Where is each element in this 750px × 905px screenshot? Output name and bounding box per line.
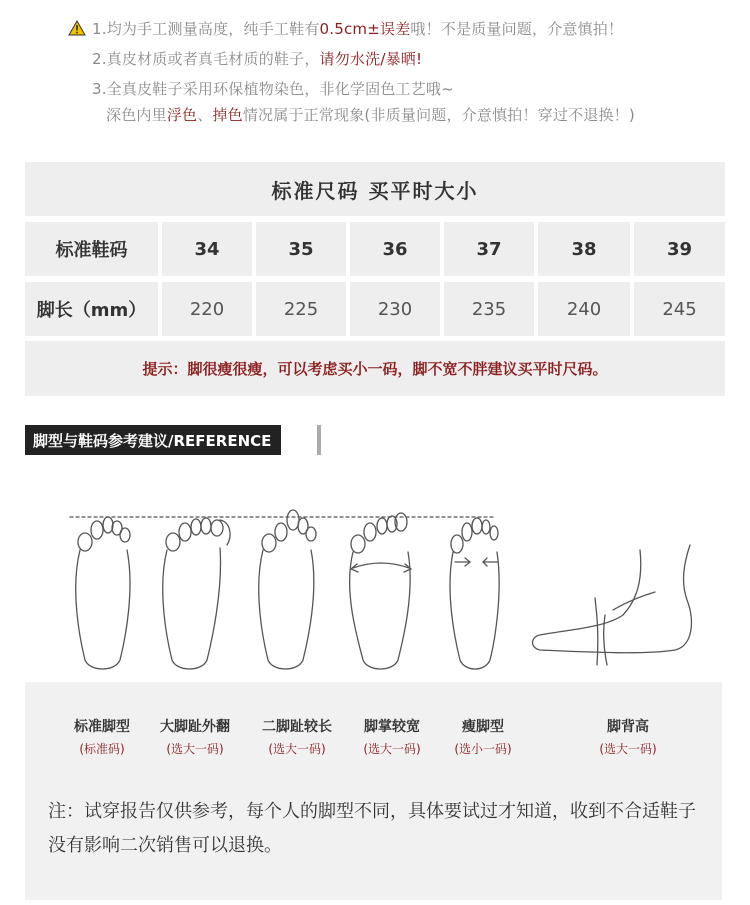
size-cell: 35 (256, 222, 346, 276)
size-cell: 39 (634, 222, 725, 276)
row-label-size: 标准鞋码 (25, 222, 158, 276)
length-cell: 240 (538, 282, 630, 336)
foot-type-illustrations (25, 500, 725, 680)
reference-label-shadow (317, 425, 321, 455)
size-cell: 34 (162, 222, 252, 276)
length-cell: 245 (634, 282, 725, 336)
note-text: 1.均为手工测量高度，纯手工鞋有 (92, 20, 320, 38)
foot-long-second-toe-icon (259, 510, 316, 669)
note-highlight: 浮色 (166, 106, 198, 124)
length-cell: 235 (444, 282, 534, 336)
foot-type-long-second-toe (247, 716, 347, 757)
note-text: 深色内里 (106, 106, 167, 124)
note-highlight: 掉色 (212, 106, 243, 124)
note-color-fade (106, 104, 635, 125)
foot-high-instep-icon (533, 545, 692, 665)
note-text: 情况属于正常现象(非质量问题，介意慎拍！穿过不退换！) (242, 106, 635, 124)
length-cell: 230 (350, 282, 440, 336)
foot-type-advice: (选大一码) (268, 742, 326, 756)
foot-type-advice: (选大一码) (599, 742, 657, 756)
foot-type-advice: (选大一码) (363, 742, 421, 756)
note-highlight: 请勿水洗/暴晒! (319, 50, 423, 68)
foot-bunion-icon (163, 518, 230, 669)
length-cell: 220 (162, 282, 252, 336)
size-cell: 38 (538, 222, 630, 276)
size-table-title: 标准尺码 买平时大小 (25, 162, 725, 216)
note-text: 2.真皮材质或者真毛材质的鞋子， (92, 50, 320, 68)
foot-type-name: 瘦脚型 (462, 719, 504, 735)
foot-type-bunion (145, 716, 245, 757)
foot-type-name: 大脚趾外翻 (160, 719, 230, 735)
note-text: 3.全真皮鞋子采用环保植物染色，非化学固色工艺哦~ (92, 80, 454, 98)
foot-type-name: 脚掌较宽 (364, 719, 420, 735)
size-cell: 37 (444, 222, 534, 276)
note-dye (92, 78, 454, 99)
note-highlight: 0.5cm±误差 (319, 20, 411, 38)
foot-wide-icon (350, 513, 411, 669)
reference-label: 脚型与鞋码参考建议/REFERENCE (25, 425, 281, 455)
note-material (92, 48, 422, 69)
foot-type-advice: (标准码) (79, 742, 125, 756)
foot-type-name: 标准脚型 (74, 719, 130, 735)
size-tip: 提示：脚很瘦很瘦，可以考虑买小一码，脚不宽不胖建议买平时尺码。 (25, 341, 725, 396)
foot-type-advice: (选小一码) (454, 742, 512, 756)
warning-icon (68, 20, 86, 36)
row-label-length: 脚长（mm） (25, 282, 158, 336)
foot-type-high-instep (578, 716, 678, 757)
foot-type-slim (433, 716, 533, 757)
foot-type-advice: (选大一码) (166, 742, 224, 756)
foot-type-name: 二脚趾较长 (262, 719, 332, 735)
foot-slim-icon (450, 518, 499, 669)
foot-type-standard (52, 716, 152, 757)
foot-standard-icon (76, 517, 130, 669)
size-cell: 36 (350, 222, 440, 276)
note-text: 、 (197, 106, 213, 124)
note-measurement (92, 18, 623, 39)
foot-type-wide (342, 716, 442, 757)
footnote: 注：试穿报告仅供参考，每个人的脚型不同，具体要试过才知道，收到不合适鞋子没有影响二次销售可以退换。 (48, 801, 696, 856)
foot-type-name: 脚背高 (607, 719, 649, 735)
length-cell: 225 (256, 282, 346, 336)
note-text: 哦！不是质量问题，介意慎拍！ (410, 20, 624, 38)
foot-type-panel (25, 682, 722, 900)
